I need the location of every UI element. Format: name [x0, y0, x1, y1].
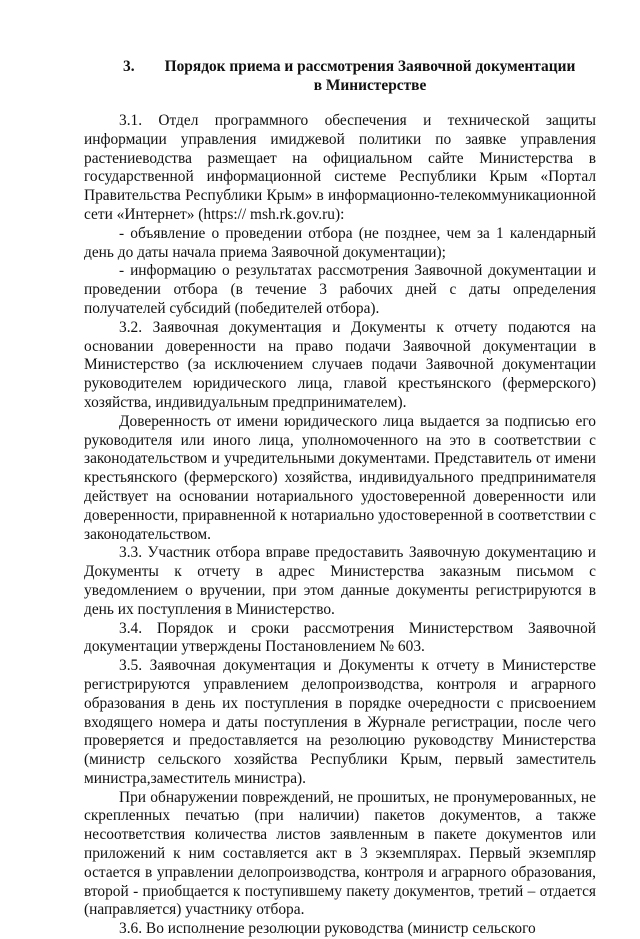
- section-number: 3.: [123, 58, 135, 75]
- bullet-announcement: - объявление о проведении отбора (не позднее, чем за 1 календарный день до даты начала приема Заявочной документации);: [84, 224, 596, 261]
- paragraph-damage-act: При обнаружении повреждений, не прошитых, не пронумерованных, не скрепленных печатью (при наличии) пакетов документов, а также несоответствия количества листов заявленным в пакете документов или приложений к ним составляется акт в 3 экземплярах. Первый экземпляр остается в управлении делопроизводства, контроля и аграрного образования, второй - приобщается к поступившему пакету документов, третий – отдается (направляется) участнику отбора.: [84, 788, 596, 919]
- section-title-line-1: Порядок приема и рассмотрения Заявочной документации: [164, 58, 576, 75]
- paragraph-3-1: 3.1. Отдел программного обеспечения и технической защиты информации управления имиджевой политики по заявке управления растениеводства размещает на официальном сайте Министерства в государственной информационной системе Республики Крым «Портал Правительства Республики Крым» в информационно-телекоммуникационной сети «Интернет» (https:// msh.rk.gov.ru):: [84, 112, 596, 223]
- paragraph-3-2: 3.2. Заявочная документация и Документы к отчету подаются на основании доверенности на право подачи Заявочной документации в Министерство (за исключением случаев подачи Заявочной документации руководителем юридического лица, главой крестьянского (фермерского) хозяйства, индивидуальным предпринимателем).: [84, 318, 596, 411]
- paragraph-3-4: 3.4. Порядок и сроки рассмотрения Министерством Заявочной документации утверждены Постановлением № 603.: [84, 619, 596, 656]
- section-heading: [105, 57, 595, 95]
- document-body: [84, 112, 596, 939]
- paragraph-3-3: 3.3. Участник отбора вправе предоставить Заявочную документацию и Документы к отчету в адрес Министерства заказным письмом с уведомлением о вручении, при этом данные документы регистрируются в день их поступления в Министерство.: [84, 544, 596, 618]
- section-title-line-2: в Министерстве: [313, 77, 427, 94]
- bullet-results: - информацию о результатах рассмотрения Заявочной документации и проведении отбора (в течение 3 рабочих дней с даты определения получателей субсидий (победителей отбора).: [84, 262, 596, 317]
- paragraph-3-5: 3.5. Заявочная документация и Документы к отчету в Министерстве регистрируются управлением делопроизводства, контроля и аграрного образования в день их поступления в порядке очередности с присвоением входящего номера и даты поступления в Журнале регистрации, после чего проверяется и предоставляется на резолюцию руководству Министерства (министр сельского хозяйства Республики Крым, первый заместитель министра,заместитель министра).: [84, 657, 596, 787]
- paragraph-3-6: 3.6. Во исполнение резолюции руководства (министр сельского: [119, 920, 536, 938]
- paragraph-power-of-attorney: Доверенность от имени юридического лица выдается за подписью его руководителя или иного лица, уполномоченного на это в соответствии с законодательством и учредительными документами. Представитель от имени крестьянского (фермерского) хозяйства, индивидуального предпринимателя действует на основании нотариального удостоверенной доверенности или доверенности, приравненной к нотариально удостоверенной в соответствии с законодательством.: [84, 412, 596, 543]
